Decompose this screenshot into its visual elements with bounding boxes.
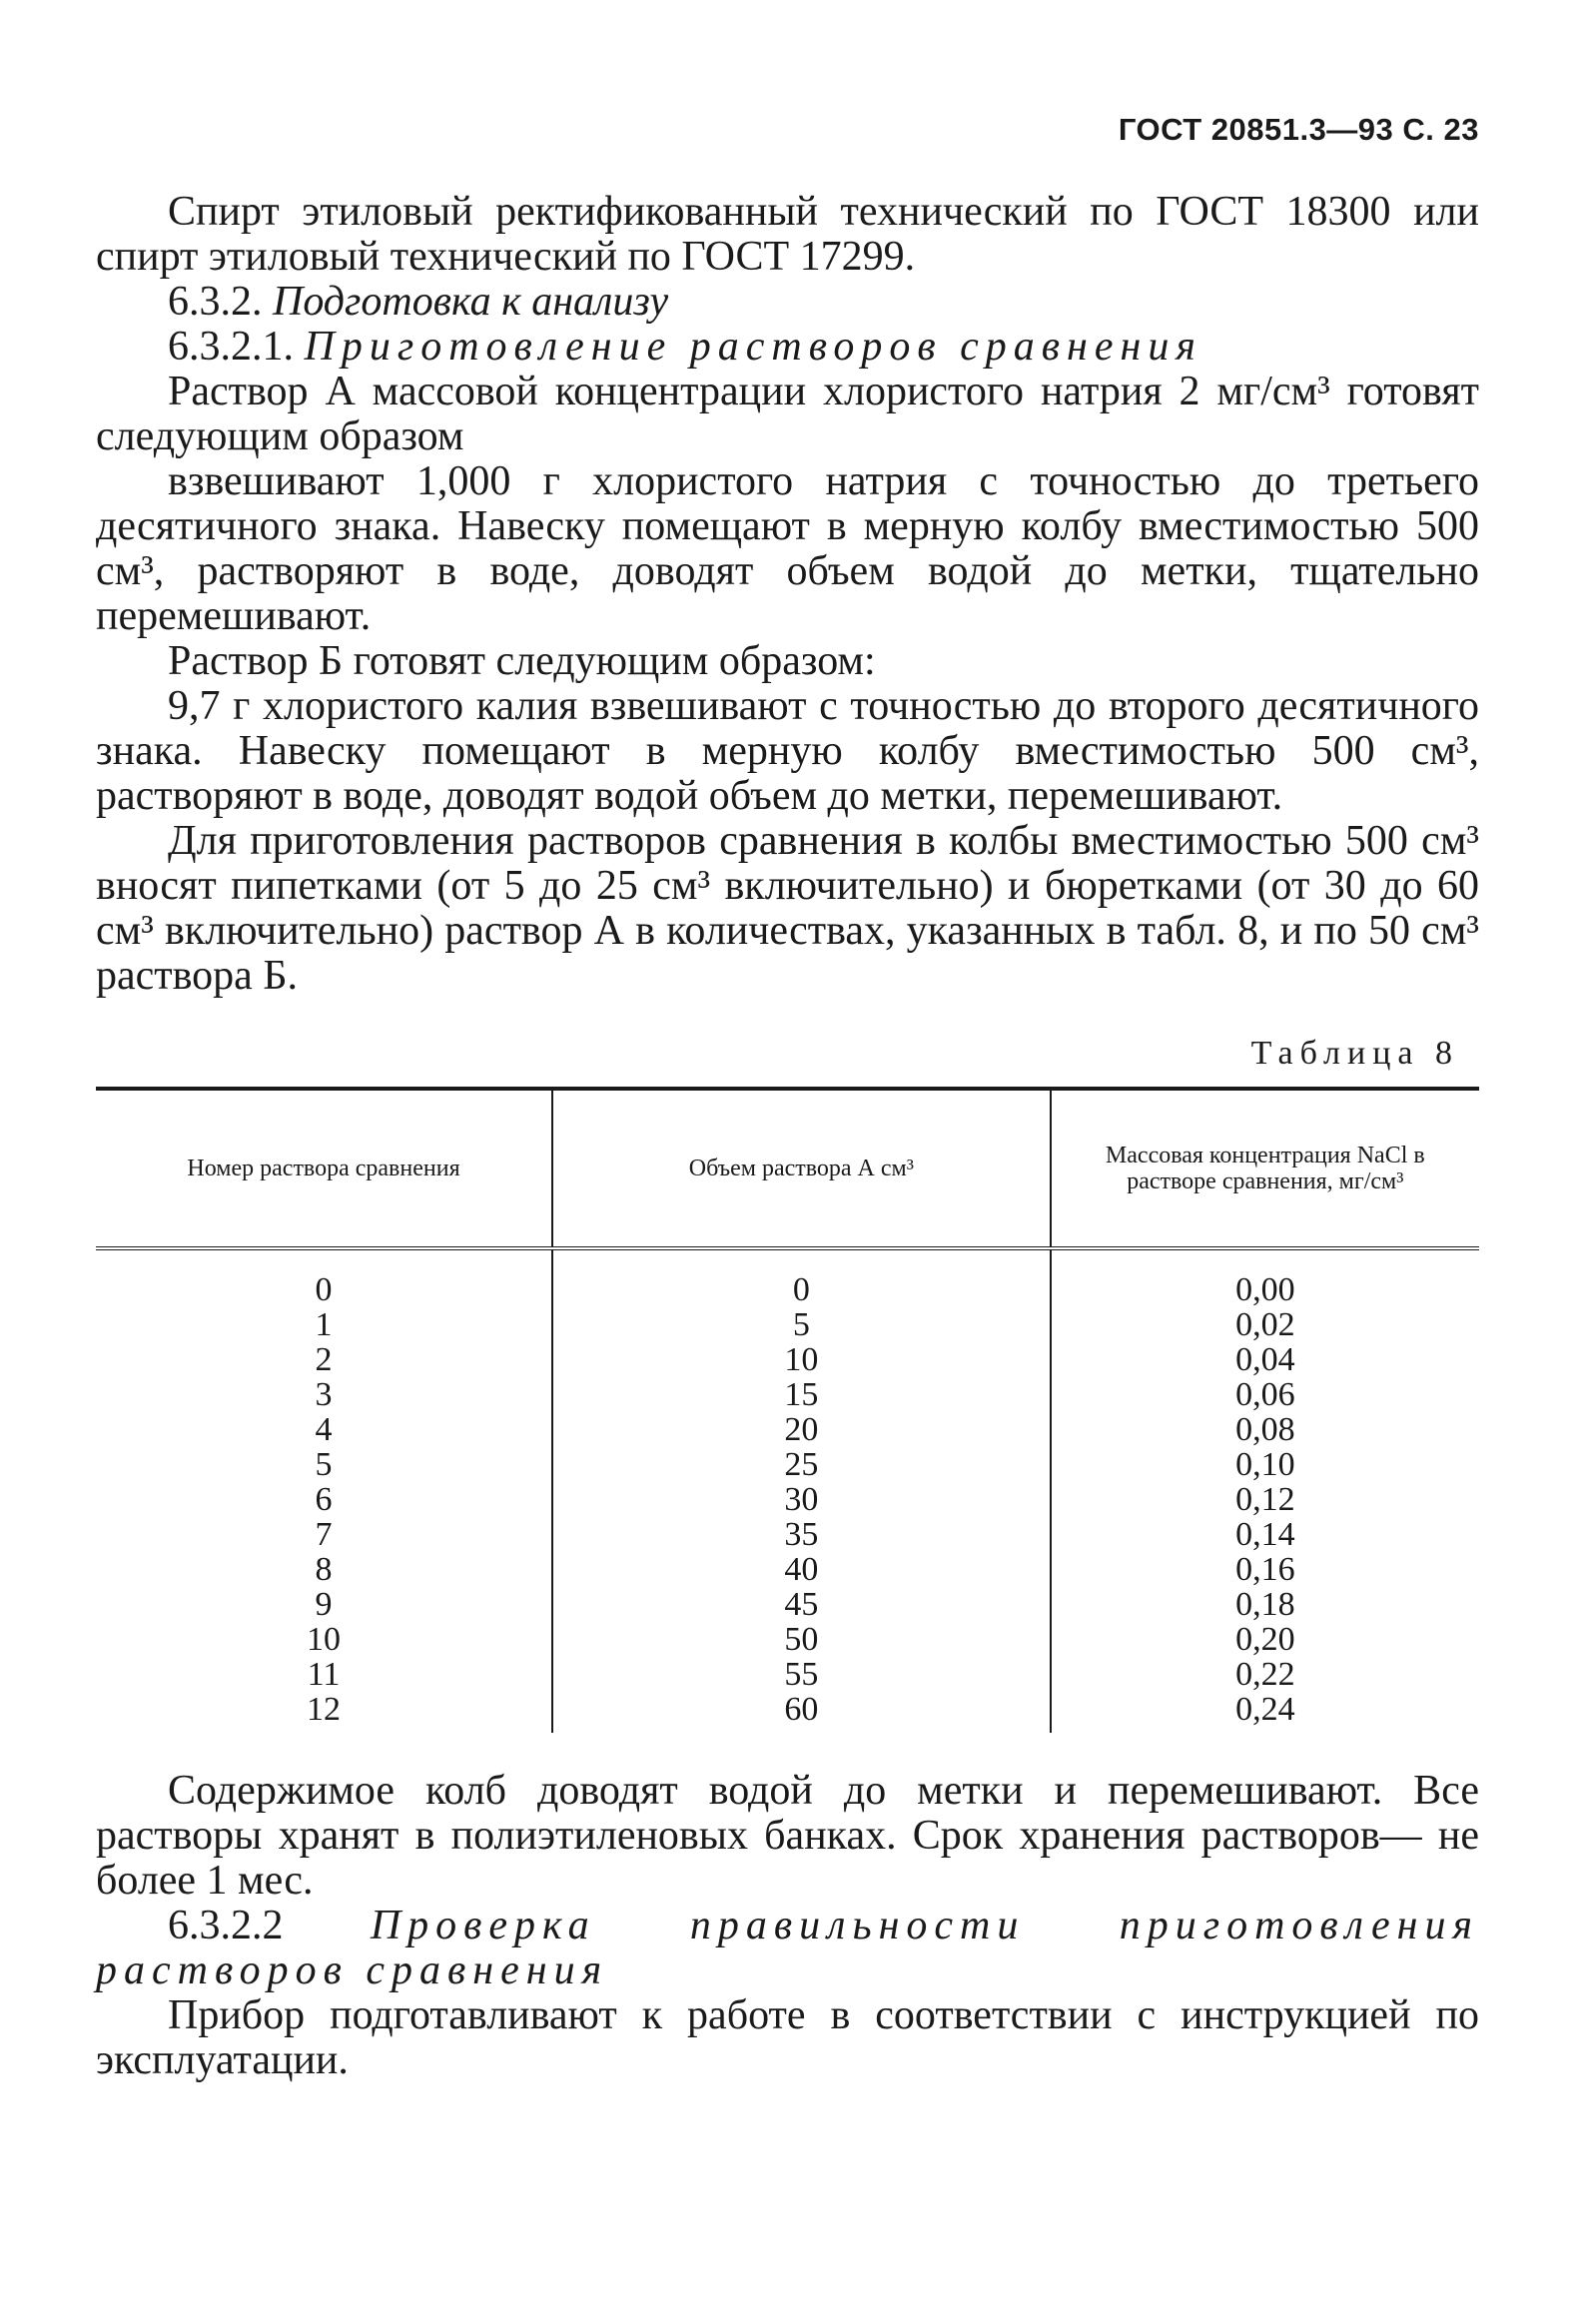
section-number: 6.3.2.2 bbox=[168, 1903, 284, 1948]
cell-solution-number: 3 bbox=[315, 1376, 333, 1413]
cell-volume: 0 bbox=[552, 1248, 1051, 1307]
section-6-3-2-heading bbox=[96, 280, 1479, 325]
cell-solution-number: 10 bbox=[307, 1621, 342, 1658]
table-row bbox=[96, 1657, 1479, 1692]
section-6-3-2-1-heading bbox=[96, 325, 1479, 370]
paragraph-solution-b-procedure: 9,7 г хлористого калия взвешивают с точностью до второго десятичного знака. Навеску помещают в мерную колбу вместимостью 500 см³, растворяют в воде, доводят водой объем до метки, перемешивают. bbox=[96, 683, 1479, 819]
cell-concentration: 0,10 bbox=[1051, 1447, 1479, 1482]
body-text bbox=[96, 190, 1479, 999]
cell-solution-number: 9 bbox=[315, 1586, 333, 1623]
paragraph-storage: Содержимое колб доводят водой до метки и перемешивают. Все растворы хранят в полиэтиленовых банках. Срок хранения растворов— не более 1 мес. bbox=[96, 1768, 1479, 1904]
paragraph-comparison-solutions: Для приготовления растворов сравнения в колбы вместимостью 500 см³ вносят пипетками (от 5 до 25 см³ включительно) и бюретками (от 30 до 60 см³ включительно) раствор А в количествах, указанных в табл. 8, и по 50 см³ раствора Б. bbox=[96, 818, 1479, 999]
cell-volume: 60 bbox=[552, 1692, 1051, 1733]
section-6-3-2-2-heading bbox=[96, 1904, 1479, 1993]
cell-solution-number: 6 bbox=[315, 1481, 333, 1518]
body-text-after-table bbox=[96, 1769, 1479, 2083]
table-row bbox=[96, 1447, 1479, 1482]
cell-solution-number: 7 bbox=[315, 1516, 333, 1553]
table-row bbox=[96, 1412, 1479, 1447]
table-row bbox=[96, 1587, 1479, 1622]
section-title: Проверка правильности приготовления растворов сравнения bbox=[96, 1903, 1479, 1993]
table-header-row bbox=[96, 1089, 1479, 1248]
cell-solution-number: 0 bbox=[315, 1271, 333, 1308]
cell-solution-number: 1 bbox=[315, 1306, 333, 1343]
cell-concentration: 0,04 bbox=[1051, 1342, 1479, 1377]
cell-concentration: 0,02 bbox=[1051, 1307, 1479, 1342]
table-row bbox=[96, 1552, 1479, 1587]
table-row bbox=[96, 1622, 1479, 1657]
cell-volume: 25 bbox=[552, 1447, 1051, 1482]
cell-volume: 40 bbox=[552, 1552, 1051, 1587]
cell-volume: 5 bbox=[552, 1307, 1051, 1342]
cell-volume: 20 bbox=[552, 1412, 1051, 1447]
cell-volume: 10 bbox=[552, 1342, 1051, 1377]
cell-solution-number: 11 bbox=[307, 1656, 341, 1693]
column-header-concentration: Массовая концентрация NaCl в растворе сравнения, мг/см³ bbox=[1051, 1089, 1479, 1248]
table-row bbox=[96, 1377, 1479, 1412]
running-head: ГОСТ 20851.3—93 С. 23 bbox=[1118, 112, 1479, 147]
cell-solution-number: 2 bbox=[315, 1341, 333, 1378]
cell-solution-number: 5 bbox=[315, 1446, 333, 1483]
cell-concentration: 0,00 bbox=[1051, 1248, 1479, 1307]
section-number: 6.3.2. bbox=[168, 279, 263, 325]
paragraph-solution-a-intro: Раствор А массовой концентрации хлористого натрия 2 мг/см³ готовят следующим образом bbox=[96, 369, 1479, 459]
paragraph-solution-b-intro: Раствор Б готовят следующим образом: bbox=[168, 638, 876, 684]
cell-volume: 55 bbox=[552, 1657, 1051, 1692]
cell-concentration: 0,12 bbox=[1051, 1482, 1479, 1517]
cell-solution-number: 12 bbox=[307, 1691, 342, 1728]
cell-concentration: 0,08 bbox=[1051, 1412, 1479, 1447]
paragraph-device-preparation: Прибор подготавливают к работе в соответствии с инструкцией по эксплуатации. bbox=[96, 1992, 1479, 2083]
cell-concentration: 0,18 bbox=[1051, 1587, 1479, 1622]
column-header-solution-number: Номер раствора сравнения bbox=[187, 1156, 460, 1181]
table-row bbox=[96, 1692, 1479, 1733]
cell-concentration: 0,20 bbox=[1051, 1622, 1479, 1657]
comparison-solutions-table bbox=[96, 1087, 1479, 1733]
document-page bbox=[96, 100, 1479, 2083]
cell-volume: 30 bbox=[552, 1482, 1051, 1517]
table-row bbox=[96, 1482, 1479, 1517]
cell-volume: 35 bbox=[552, 1517, 1051, 1552]
table-row bbox=[96, 1307, 1479, 1342]
cell-concentration: 0,14 bbox=[1051, 1517, 1479, 1552]
column-header-volume: Объем раствора А см³ bbox=[552, 1089, 1051, 1248]
cell-volume: 45 bbox=[552, 1587, 1051, 1622]
cell-solution-number: 8 bbox=[315, 1551, 333, 1588]
table-row bbox=[96, 1248, 1479, 1307]
section-title: Подготовка к анализу bbox=[273, 279, 669, 325]
cell-solution-number: 4 bbox=[315, 1411, 333, 1448]
paragraph-ethanol: Спирт этиловый ректификованный технический по ГОСТ 18300 или спирт этиловый технический по ГОСТ 17299. bbox=[96, 189, 1479, 280]
cell-concentration: 0,16 bbox=[1051, 1552, 1479, 1587]
cell-concentration: 0,22 bbox=[1051, 1657, 1479, 1692]
cell-concentration: 0,24 bbox=[1051, 1692, 1479, 1733]
cell-concentration: 0,06 bbox=[1051, 1377, 1479, 1412]
table-row bbox=[96, 1342, 1479, 1377]
section-title: Приготовление растворов сравнения bbox=[304, 324, 1202, 370]
table-caption: Таблица 8 bbox=[1250, 1035, 1459, 1072]
cell-volume: 15 bbox=[552, 1377, 1051, 1412]
cell-volume: 50 bbox=[552, 1622, 1051, 1657]
paragraph-solution-a-procedure: взвешивают 1,000 г хлористого натрия с точностью до третьего десятичного знака. Навеску помещают в мерную колбу вместимостью 500 см³, растворяют в воде, доводят объем водой до метки, тщательно перемешивают. bbox=[96, 458, 1479, 639]
table-row bbox=[96, 1517, 1479, 1552]
section-number: 6.3.2.1. bbox=[168, 324, 294, 370]
